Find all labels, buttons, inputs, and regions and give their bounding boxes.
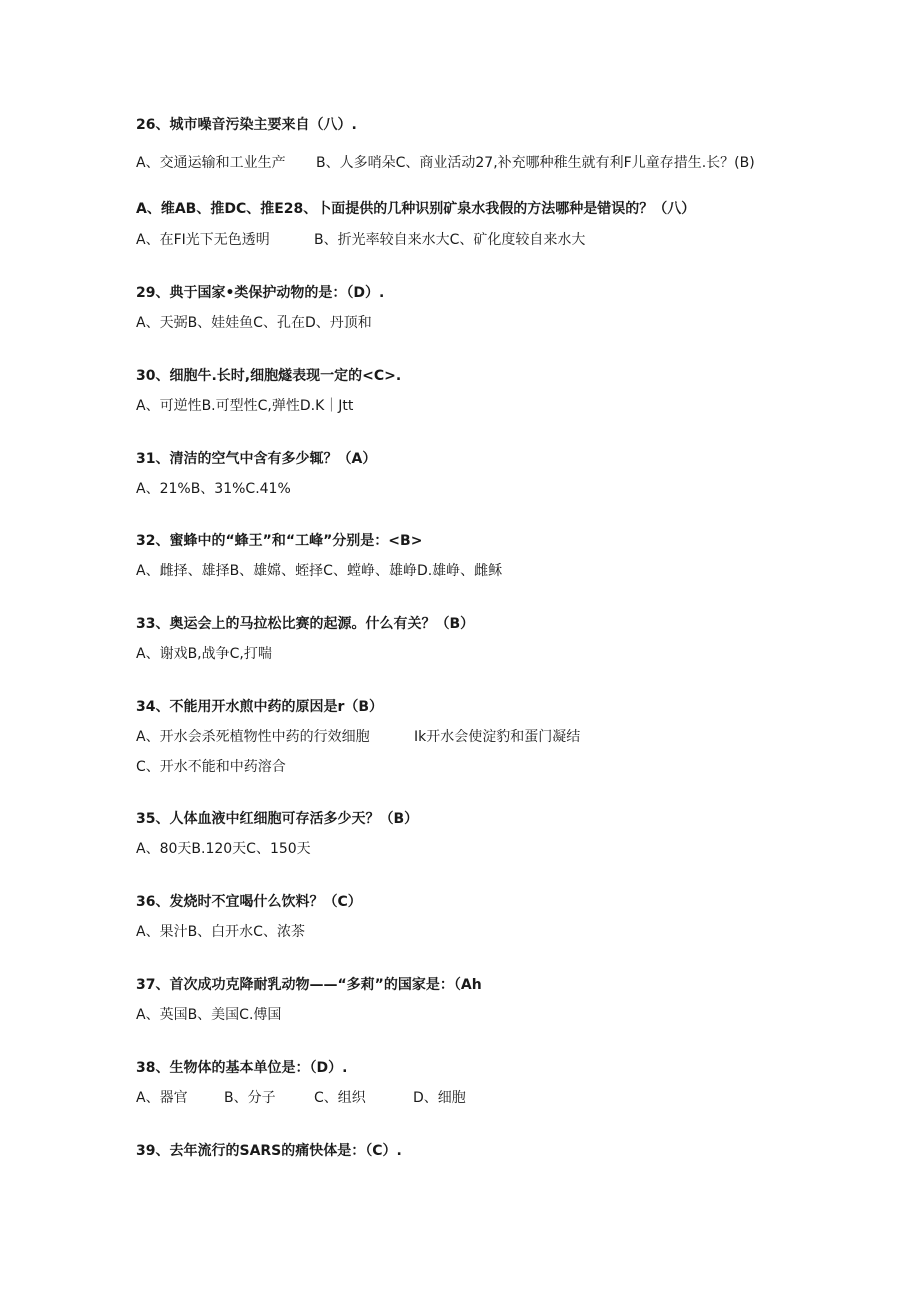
- options-26: [136, 154, 796, 172]
- options-29: A、天弼B、娃娃鱼C、孔在D、丹顶和: [136, 315, 372, 331]
- question-26: 26、城市噪音污染主要来自（八）.: [136, 117, 357, 133]
- options-28: [136, 231, 656, 249]
- question-35: 35、人体血液中红细胞可存活多少天？（B）: [136, 811, 419, 827]
- question-29: 29、典于国家•类保护动物的是：（D）.: [136, 285, 385, 301]
- question-37: 37、首次成功克降耐乳动物——“多莉”的国家是：（Ah: [136, 977, 482, 993]
- options-30: A、可逆性B.可型性C,弹性D.K｜Jtt: [136, 398, 354, 414]
- question-30: 30、细胞牛.长时,细胞燧表现一定的<C>.: [136, 368, 402, 384]
- question-32: 32、蜜蜂中的“蜂王”和“工峰”分别是：<B>: [136, 533, 423, 549]
- option-a: A、器官: [136, 1090, 188, 1106]
- option-d: D、细胞: [413, 1090, 466, 1106]
- question-34: 34、不能用开水煎中药的原因是r（B）: [136, 699, 384, 715]
- option-a: A、开水会杀死植物性中药的行效细胞: [136, 729, 370, 745]
- options-33: A、谢戏B,战争C,打喘: [136, 646, 272, 662]
- question-39: 39、去年流行的SARS的痛快体是：（C）.: [136, 1143, 402, 1159]
- options-32: A、雌择、雄择B、雄嫦、蛭择C、螳峥、雄峥D.雄峥、雌稣: [136, 563, 503, 579]
- options-34: [136, 728, 616, 746]
- option-b: B、折光率较自来水大C、矿化度较自来水大: [314, 232, 586, 248]
- option-a: A、交通运输和工业生产: [136, 155, 286, 171]
- question-31: 31、清洁的空气中含有多少辄？（A）: [136, 451, 377, 467]
- options-38: [136, 1089, 496, 1107]
- option-a: A、在FI光下无色透明: [136, 232, 270, 248]
- option-c-34: C、开水不能和中药溶合: [136, 759, 286, 775]
- question-36: 36、发烧时不宜喝什么饮料？（C）: [136, 894, 362, 910]
- option-b: Ik开水会使淀豹和蛋门凝结: [414, 729, 581, 745]
- option-b-continued: B、人多哨朵C、商业活动27,补充哪种稚生就有利F儿童存措生.长？(B): [316, 155, 755, 171]
- options-36: A、果汁B、白开水C、浓茶: [136, 924, 305, 940]
- options-35: A、80天B.120天C、150天: [136, 841, 311, 857]
- question-38: 38、生物体的基本单位是：（D）.: [136, 1060, 348, 1076]
- options-31: A、21%B、31%C.41%: [136, 481, 291, 497]
- option-b: B、分子: [224, 1090, 276, 1106]
- options-37: A、英国B、美国C.傅国: [136, 1007, 282, 1023]
- question-33: 33、奥运会上的马拉松比赛的起源。什么有关？（B）: [136, 616, 475, 632]
- question-28: A、维AB、推DC、推E28、卜面提供的几种识别矿泉水我假的方法哪种是错误的？（八）: [136, 201, 696, 217]
- option-c: C、组织: [314, 1090, 366, 1106]
